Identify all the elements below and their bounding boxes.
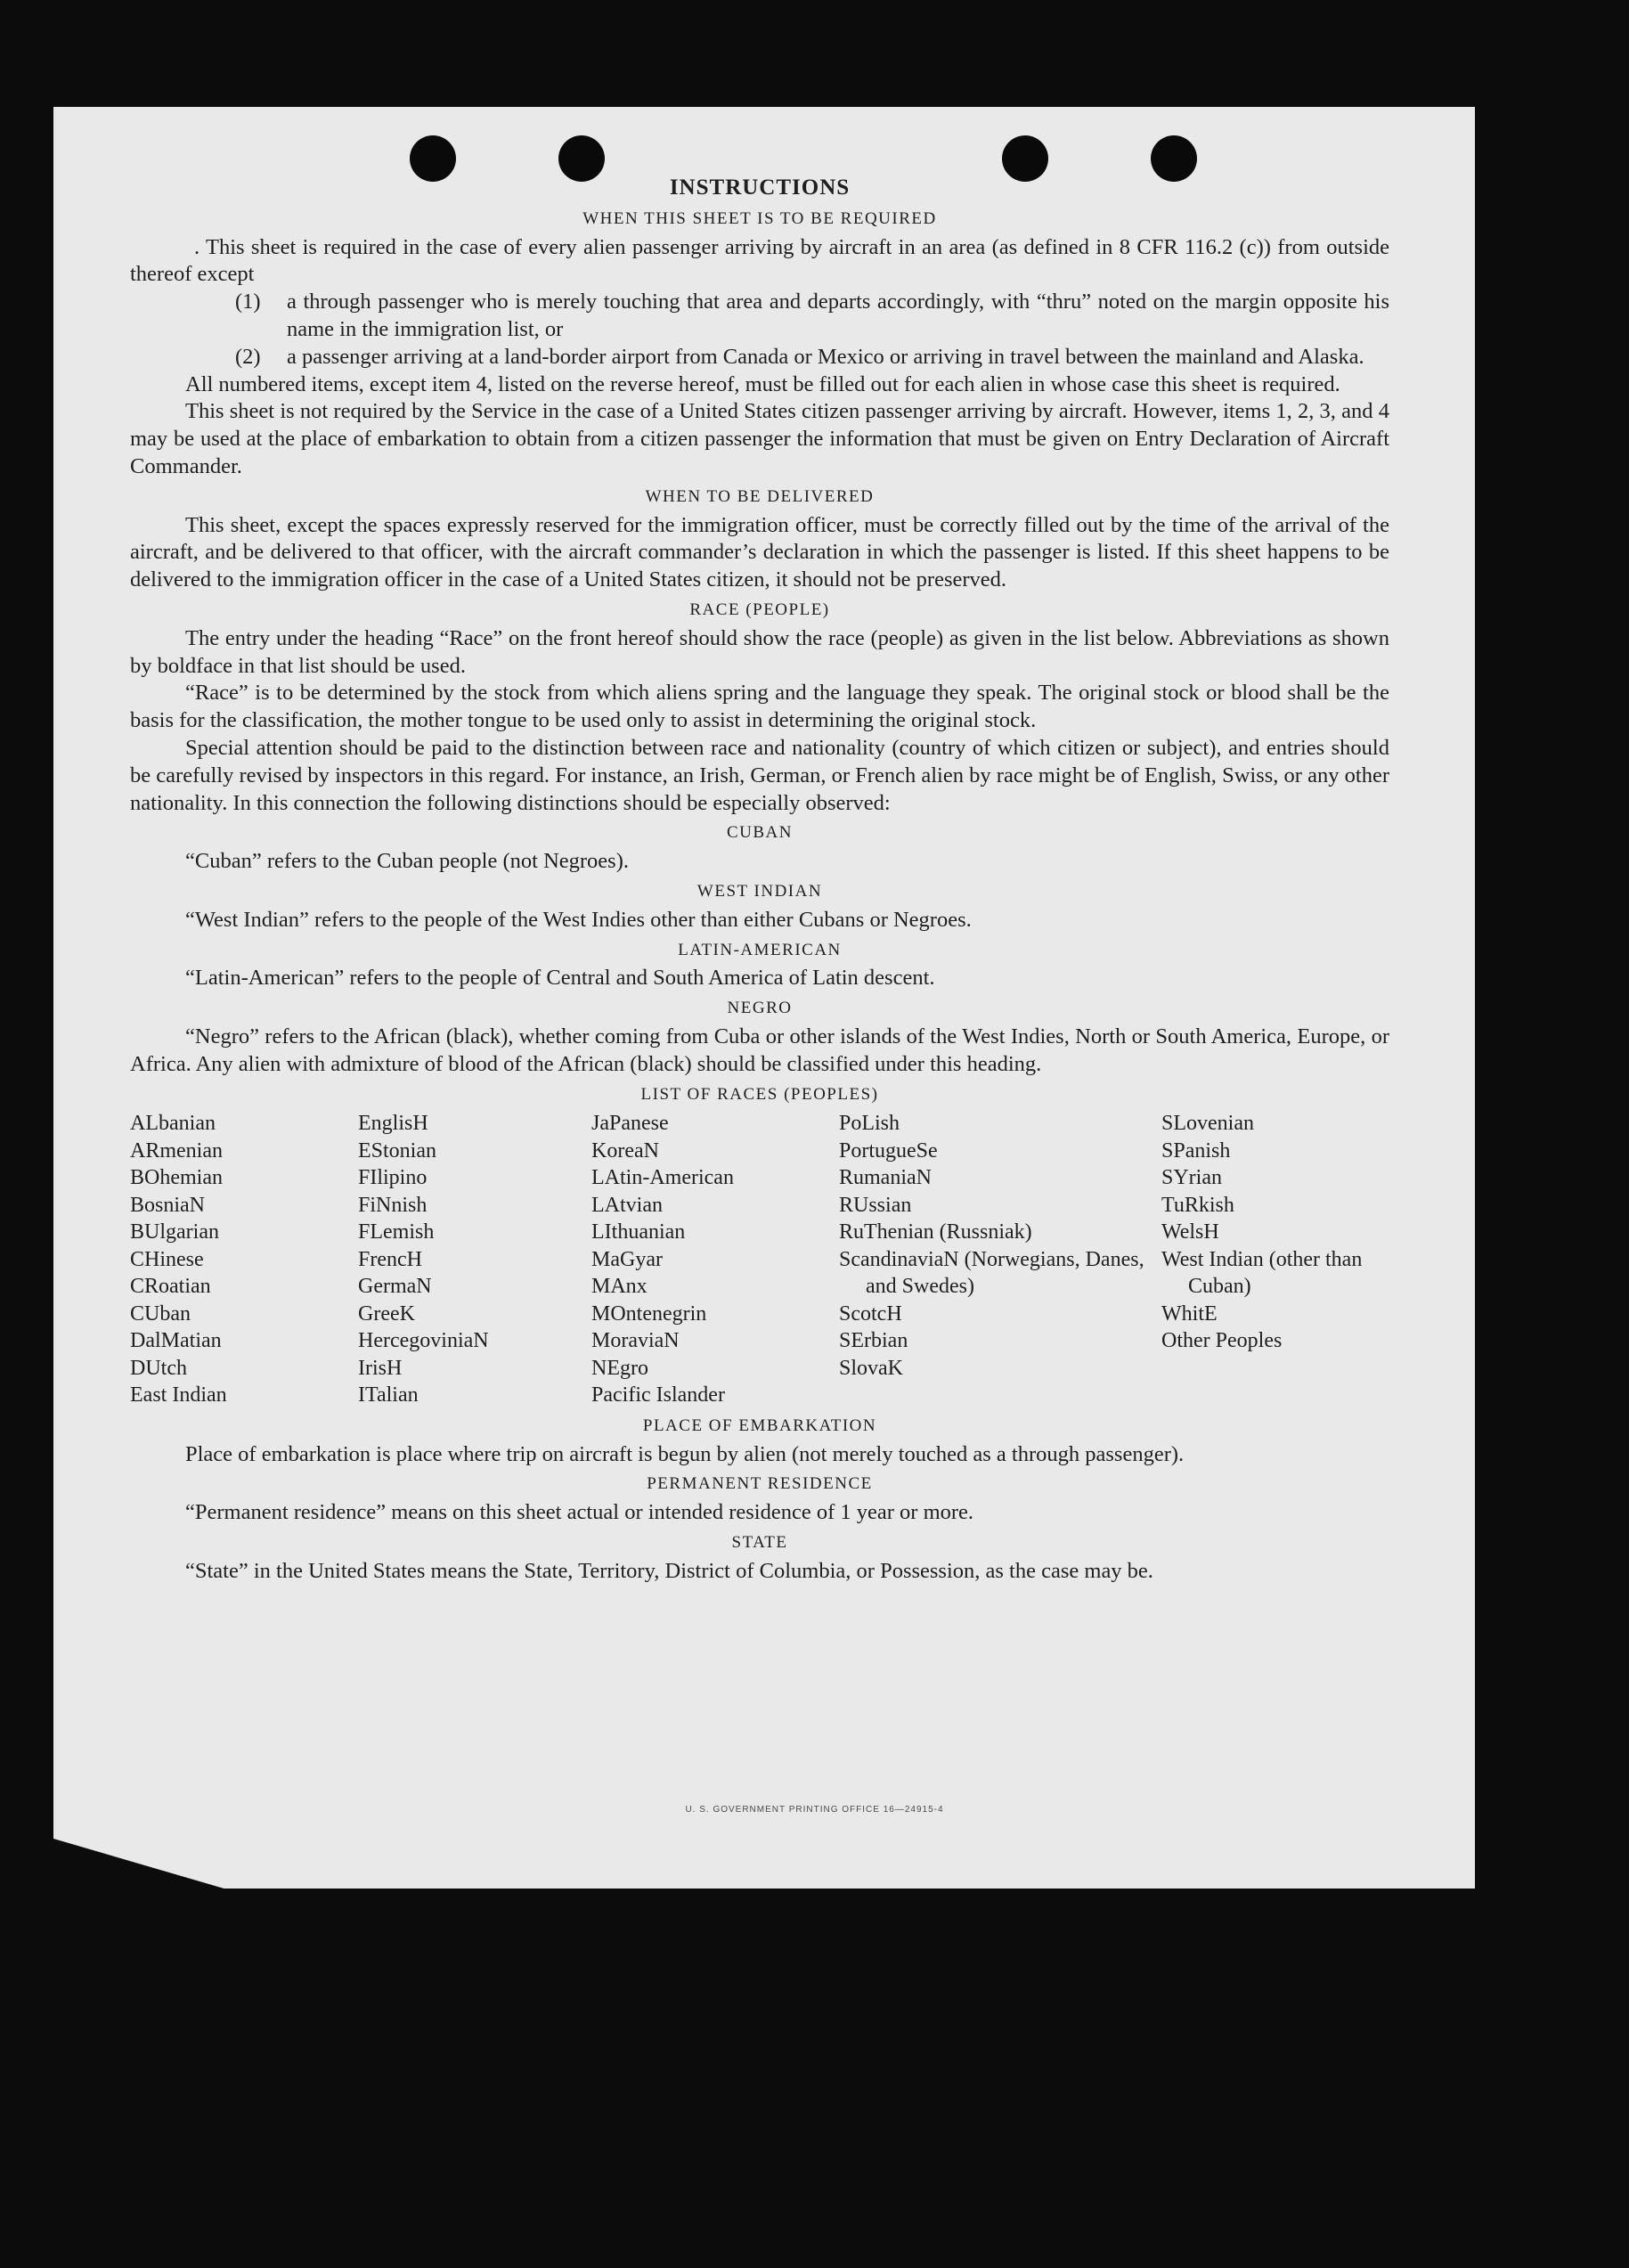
race-entry: BOhemian	[130, 1166, 223, 1190]
exception-item	[130, 344, 1389, 371]
race-entry: LIthuanian	[591, 1220, 686, 1244]
race-entry: LAtvian	[591, 1193, 663, 1217]
race-entry: MoraviaN	[591, 1329, 680, 1353]
race-entry: MOntenegrin	[591, 1301, 707, 1326]
race-entry: MAnx	[591, 1275, 648, 1299]
race-entry: PortugueSe	[839, 1138, 938, 1163]
heading-latin-american: LATIN-AMERICAN	[678, 940, 842, 959]
heading-west-indian: WEST INDIAN	[696, 881, 823, 901]
paragraph: “Permanent residence” means on this sheet actual or intended residence of 1 year or more.	[185, 1500, 974, 1525]
race-entry: West Indian (other than Cuban)	[1161, 1247, 1363, 1299]
exception-text: a passenger arriving at a land-border airport from Canada or Mexico or arriving in travel between the mainland and Alaska.	[287, 344, 1364, 369]
exception-number: (1)	[235, 290, 261, 314]
race-entry: BUlgarian	[130, 1220, 219, 1244]
heading-list-of-races: LIST OF RACES (PEOPLES)	[640, 1084, 879, 1104]
paragraph: This sheet is not required by the Service in the case of a United States citizen passenger arriving by aircraft. However, items 1, 2, 3, and 4 may be used at the place of embarkation to obtain from a citizen passenger the information that must be given on Entry Declaration of Aircraft Commander.	[130, 399, 1389, 478]
paragraph: “Cuban” refers to the Cuban people (not Negroes).	[185, 849, 629, 874]
paragraph: “State” in the United States means the State, Territory, District of Columbia, or Possession, as the case may be.	[185, 1558, 1153, 1583]
heading-state: STATE	[731, 1532, 788, 1552]
race-entry: KoreaN	[591, 1138, 659, 1163]
race-entry: FLemish	[358, 1220, 435, 1244]
race-entry: BosniaN	[130, 1193, 205, 1217]
paragraph: “Race” is to be determined by the stock from which aliens spring and the language they speak. The original stock or blood shall be the basis for the classification, the mother tongue to be used only to assist in determining the original stock.	[130, 681, 1389, 733]
race-entry: GermaN	[358, 1275, 432, 1299]
race-column	[839, 1110, 1161, 1409]
exception-number: (2)	[235, 344, 261, 369]
race-entry: ScandinaviaN (Norwegians, Danes, and Swedes)	[839, 1247, 1144, 1299]
heading-when-required: WHEN THIS SHEET IS TO BE REQUIRED	[582, 208, 937, 228]
race-entry: SlovaK	[839, 1356, 903, 1380]
page-title: INSTRUCTIONS	[669, 175, 851, 200]
race-entry: RUssian	[839, 1193, 912, 1217]
race-entry: ITalian	[358, 1383, 419, 1407]
race-entry: FIlipino	[358, 1166, 428, 1190]
heading-embarkation: PLACE OF EMBARKATION	[642, 1415, 877, 1435]
race-column	[358, 1110, 591, 1409]
race-entry: CUban	[130, 1301, 191, 1326]
race-entry: CRoatian	[130, 1275, 211, 1299]
race-entry: ARmenian	[130, 1138, 223, 1163]
race-entry: DalMatian	[130, 1329, 222, 1353]
race-entry: NEgro	[591, 1356, 648, 1380]
race-entry: HercegoviniaN	[358, 1329, 489, 1353]
document-body	[130, 175, 1389, 1586]
paragraph: All numbered items, except item 4, listed on the reverse hereof, must be filled out for each alien in whose case this sheet is required.	[185, 371, 1340, 396]
heading-cuban: CUBAN	[726, 823, 793, 843]
race-entry: East Indian	[130, 1383, 227, 1407]
race-entry: PoLish	[839, 1112, 900, 1136]
race-column	[130, 1110, 358, 1409]
paragraph: This sheet, except the spaces expressly reserved for the immigration officer, must be correctly filled out by the time of the arrival of the aircraft, and be delivered to that officer, with the aircraft commander’s declaration in which the passenger is listed. If this sheet happens to be delivered to the immigration officer in the case of a United States citizen, it should not be preserved.	[130, 512, 1389, 592]
race-entry: ScotcH	[839, 1301, 902, 1326]
heading-race: RACE (PEOPLE)	[689, 600, 830, 619]
race-entry: SYrian	[1161, 1166, 1222, 1190]
paragraph: Special attention should be paid to the distinction between race and nationality (country of which citizen or subject), and entries should be carefully revised by inspectors in this regard. For instance, an Irish, German, or French alien by race might be of English, Swiss, or any other nationality. In this connection the following distinctions should be especially observed:	[130, 735, 1389, 815]
race-entry: Pacific Islander	[591, 1383, 725, 1407]
race-entry: WhitE	[1161, 1301, 1218, 1326]
race-column	[1161, 1110, 1384, 1409]
race-entry: RumaniaN	[839, 1166, 932, 1190]
paragraph: “West Indian” refers to the people of the West Indies other than either Cubans or Negroes.	[185, 907, 972, 932]
race-column	[591, 1110, 839, 1409]
printing-office-imprint: U. S. GOVERNMENT PRINTING OFFICE 16—24915-4	[685, 1805, 944, 1815]
race-entry: ALbanian	[130, 1112, 216, 1136]
race-entry: DUtch	[130, 1356, 187, 1380]
race-entry: IrisH	[358, 1356, 403, 1380]
race-entry: FrencH	[358, 1247, 422, 1271]
paragraph: Place of embarkation is place where trip on aircraft is begun by alien (not merely touched as a through passenger).	[185, 1441, 1185, 1466]
race-entry: WelsH	[1161, 1220, 1219, 1244]
exception-text: a through passenger who is merely touching that area and departs accordingly, with “thru” noted on the margin opposite his name in the immigration list, or	[287, 290, 1389, 341]
race-entry: FiNnish	[358, 1193, 428, 1217]
race-entry: GreeK	[358, 1301, 415, 1326]
race-entry: EnglisH	[358, 1112, 428, 1136]
paragraph: . This sheet is required in the case of every alien passenger arriving by aircraft in an area (as defined in 8 CFR 116.2 (c)) from outside thereof except	[130, 234, 1389, 287]
heading-negro: NEGRO	[727, 999, 793, 1018]
race-entry: SLovenian	[1161, 1112, 1254, 1136]
race-entry: Other Peoples	[1161, 1329, 1283, 1353]
race-entry: LAtin-American	[591, 1166, 734, 1190]
race-list	[130, 1110, 1389, 1409]
heading-when-delivered: WHEN TO BE DELIVERED	[645, 486, 875, 506]
paragraph: “Negro” refers to the African (black), whether coming from Cuba or other islands of the West Indies, North or South America, Europe, or Africa. Any alien with admixture of blood of the African (black) should be classified under this heading.	[130, 1024, 1389, 1076]
paragraph: “Latin-American” refers to the people of Central and South America of Latin descent.	[185, 966, 935, 991]
race-entry: EStonian	[358, 1138, 436, 1163]
race-entry: CHinese	[130, 1247, 204, 1271]
race-entry: SPanish	[1161, 1138, 1231, 1163]
paragraph: The entry under the heading “Race” on the front hereof should show the race (people) as given in the list below. Abbreviations as shown by boldface in that list should be used.	[130, 625, 1389, 678]
race-entry: TuRkish	[1161, 1193, 1234, 1217]
race-entry: MaGyar	[591, 1247, 663, 1271]
exception-item	[130, 289, 1389, 344]
heading-permanent-residence: PERMANENT RESIDENCE	[647, 1474, 873, 1494]
race-entry: SErbian	[839, 1329, 908, 1353]
race-entry: RuThenian (Russniak)	[839, 1220, 1032, 1244]
race-entry: JaPanese	[591, 1112, 669, 1136]
